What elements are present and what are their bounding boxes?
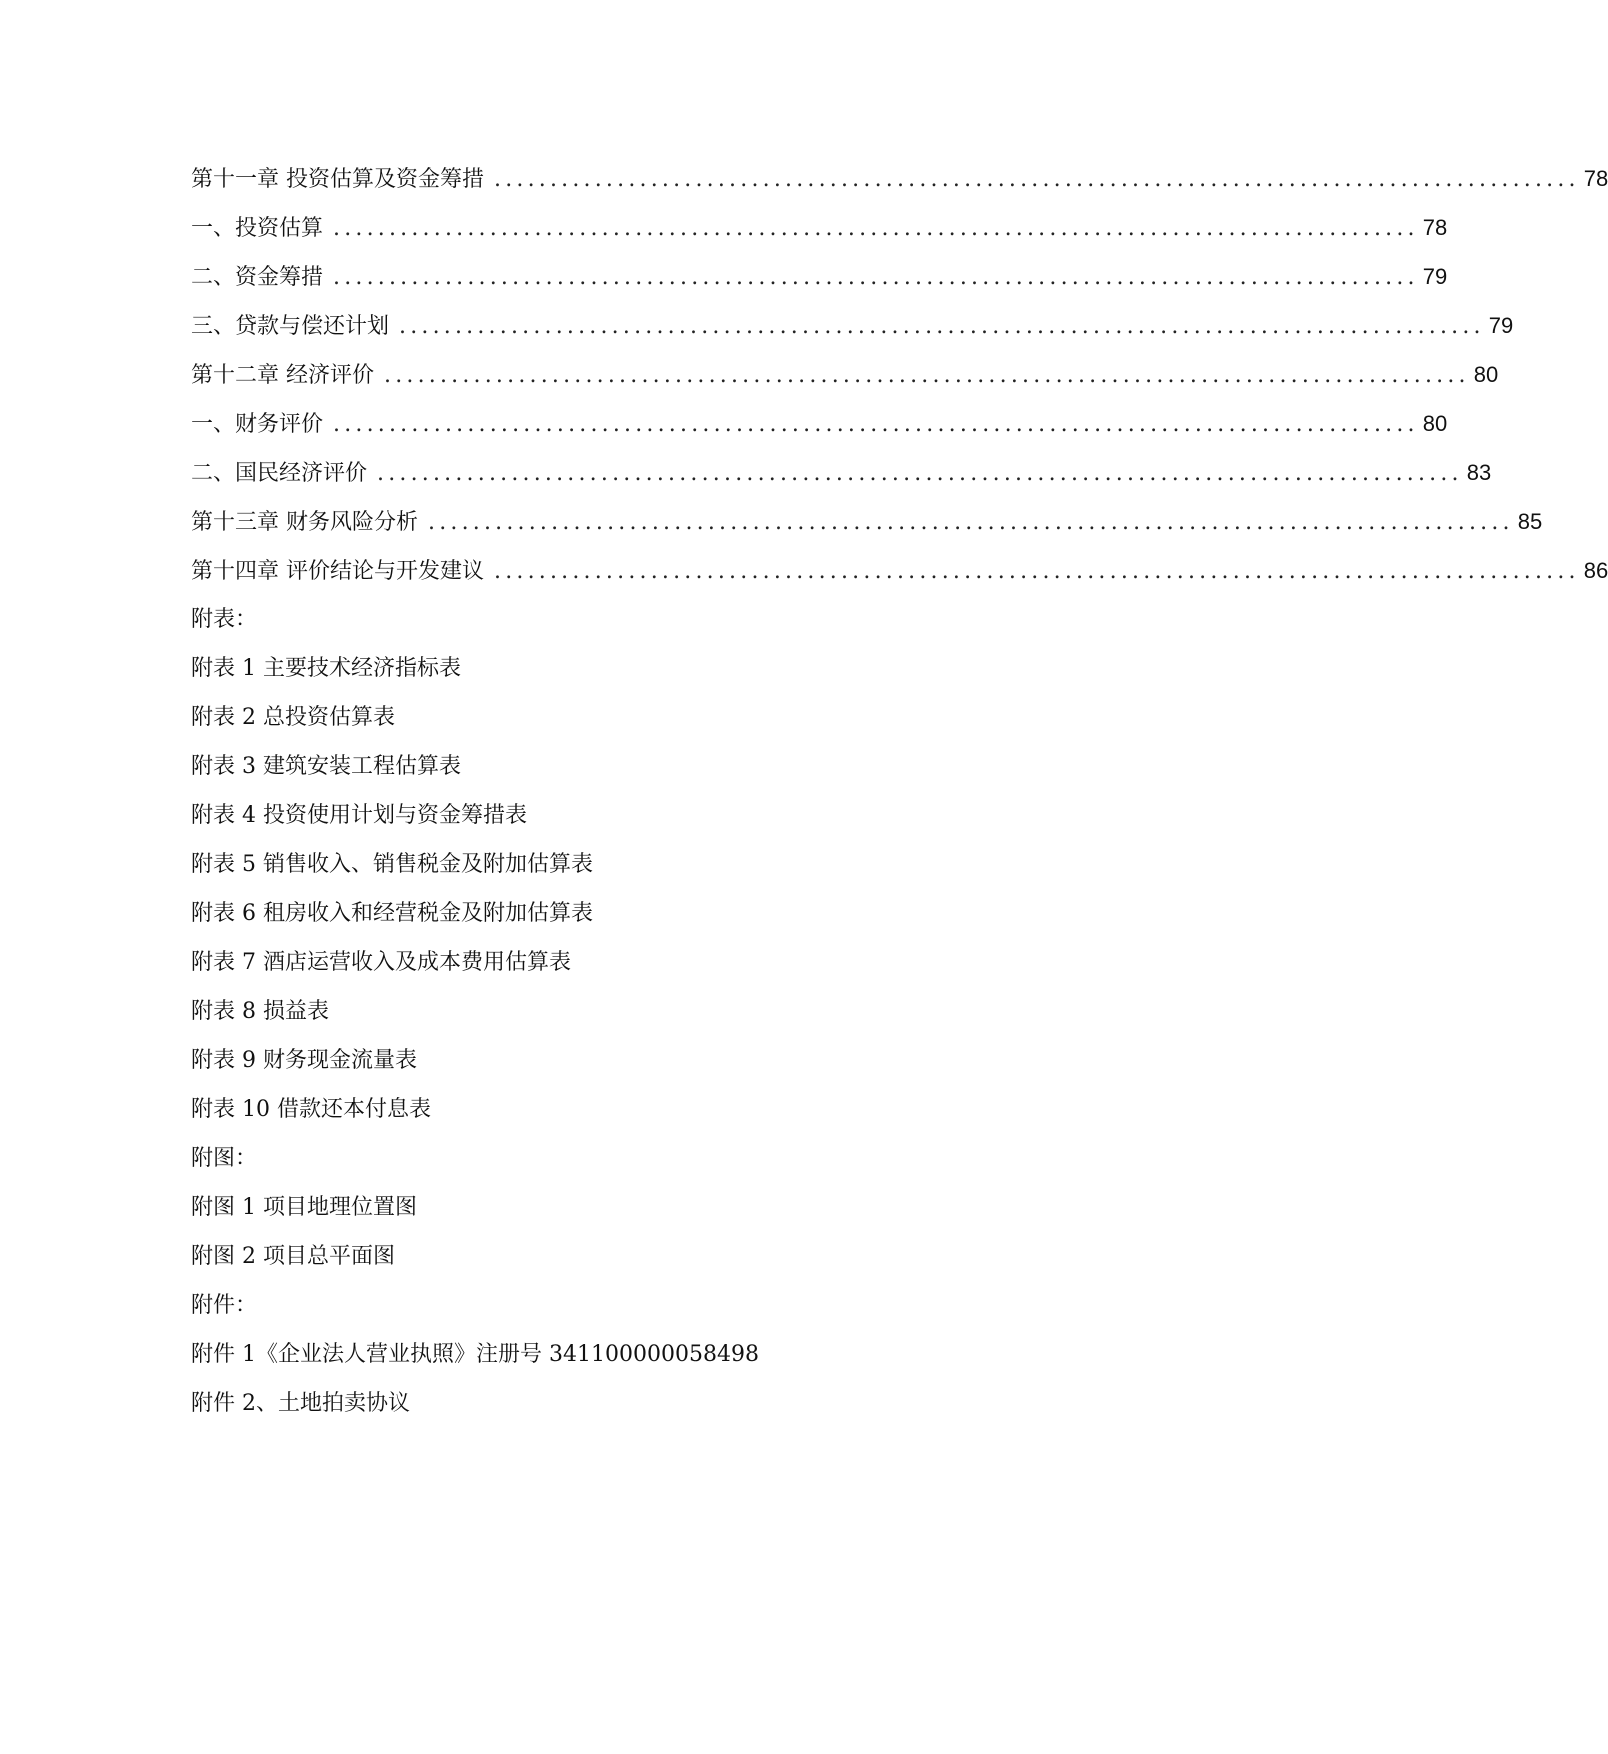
- appendix-table-item: 附表 6 租房收入和经营税金及附加估算表: [191, 901, 593, 926]
- toc-leader-dots: .................................................................................................: [428, 510, 1514, 535]
- toc-leader-dots: .................................................................................................: [333, 216, 1419, 241]
- attachments-heading: 附件：: [191, 1293, 258, 1318]
- appendix-table-item: 附表 3 建筑安装工程估算表: [191, 754, 461, 779]
- toc-entry[interactable]: [191, 399, 1448, 448]
- toc-entry-title: 一、投资估算: [191, 216, 324, 241]
- appendix-tables-heading: 附表：: [191, 607, 258, 632]
- toc-entry[interactable]: [191, 203, 1448, 252]
- toc-entry-title: 一、财务评价: [191, 412, 324, 437]
- toc-entry[interactable]: [191, 252, 1448, 301]
- toc-entry-page: 79: [1422, 264, 1448, 289]
- appendix-table-item: 附表 5 销售收入、销售税金及附加估算表: [191, 852, 593, 877]
- toc-entry-page: 78: [1583, 166, 1608, 191]
- toc-entry-page: 85: [1517, 509, 1543, 534]
- toc-leader-dots: .................................................................................................: [333, 412, 1419, 437]
- toc-leader-dots: .................................................................................................: [384, 363, 1470, 388]
- toc-entry-title: 三、贷款与偿还计划: [191, 314, 390, 339]
- toc-entry-page: 80: [1422, 411, 1448, 436]
- appendix-figures-heading: 附图：: [191, 1146, 258, 1171]
- attachment-item: 附件 1《企业法人营业执照》注册号 341100000058498: [191, 1342, 759, 1367]
- toc-entry-page: 83: [1466, 460, 1492, 485]
- toc-content: [191, 154, 1608, 1428]
- appendix-table-item: 附表 4 投资使用计划与资金筹措表: [191, 803, 527, 828]
- attachment-item: 附件 2、土地拍卖协议: [191, 1391, 410, 1416]
- toc-entry[interactable]: [191, 546, 1608, 595]
- toc-entry-title: 第十三章 财务风险分析: [191, 510, 418, 535]
- appendix-table-item: 附表 2 总投资估算表: [191, 705, 395, 730]
- appendix-figure-item: 附图 1 项目地理位置图: [191, 1195, 417, 1220]
- toc-leader-dots: .................................................................................................: [377, 461, 1463, 486]
- toc-entry-page: 80: [1473, 362, 1499, 387]
- appendix-table-item: 附表 8 损益表: [191, 999, 329, 1024]
- toc-entry-title: 第十一章 投资估算及资金筹措: [191, 167, 484, 192]
- toc-entry-title: 第十二章 经济评价: [191, 363, 374, 388]
- toc-leader-dots: .................................................................................................: [494, 559, 1580, 584]
- toc-entry-title: 第十四章 评价结论与开发建议: [191, 559, 484, 584]
- toc-leader-dots: .................................................................................................: [333, 265, 1419, 290]
- toc-entry-page: 79: [1488, 313, 1514, 338]
- toc-entry-title: 二、资金筹措: [191, 265, 324, 290]
- toc-entry-page: 86: [1583, 558, 1608, 583]
- appendix-figure-item: 附图 2 项目总平面图: [191, 1244, 395, 1269]
- toc-entry-title: 二、国民经济评价: [191, 461, 368, 486]
- toc-entry-page: 78: [1422, 215, 1448, 240]
- toc-entry[interactable]: [191, 497, 1543, 546]
- appendix-table-item: 附表 7 酒店运营收入及成本费用估算表: [191, 950, 571, 975]
- appendix-table-item: 附表 9 财务现金流量表: [191, 1048, 417, 1073]
- toc-entry[interactable]: [191, 301, 1514, 350]
- toc-leader-dots: .................................................................................................: [399, 314, 1485, 339]
- toc-entry[interactable]: [191, 350, 1499, 399]
- appendix-table-item: 附表 10 借款还本付息表: [191, 1097, 431, 1122]
- toc-leader-dots: .................................................................................................: [494, 167, 1580, 192]
- toc-entry[interactable]: [191, 448, 1492, 497]
- toc-entry[interactable]: [191, 154, 1608, 203]
- appendix-table-item: 附表 1 主要技术经济指标表: [191, 656, 461, 681]
